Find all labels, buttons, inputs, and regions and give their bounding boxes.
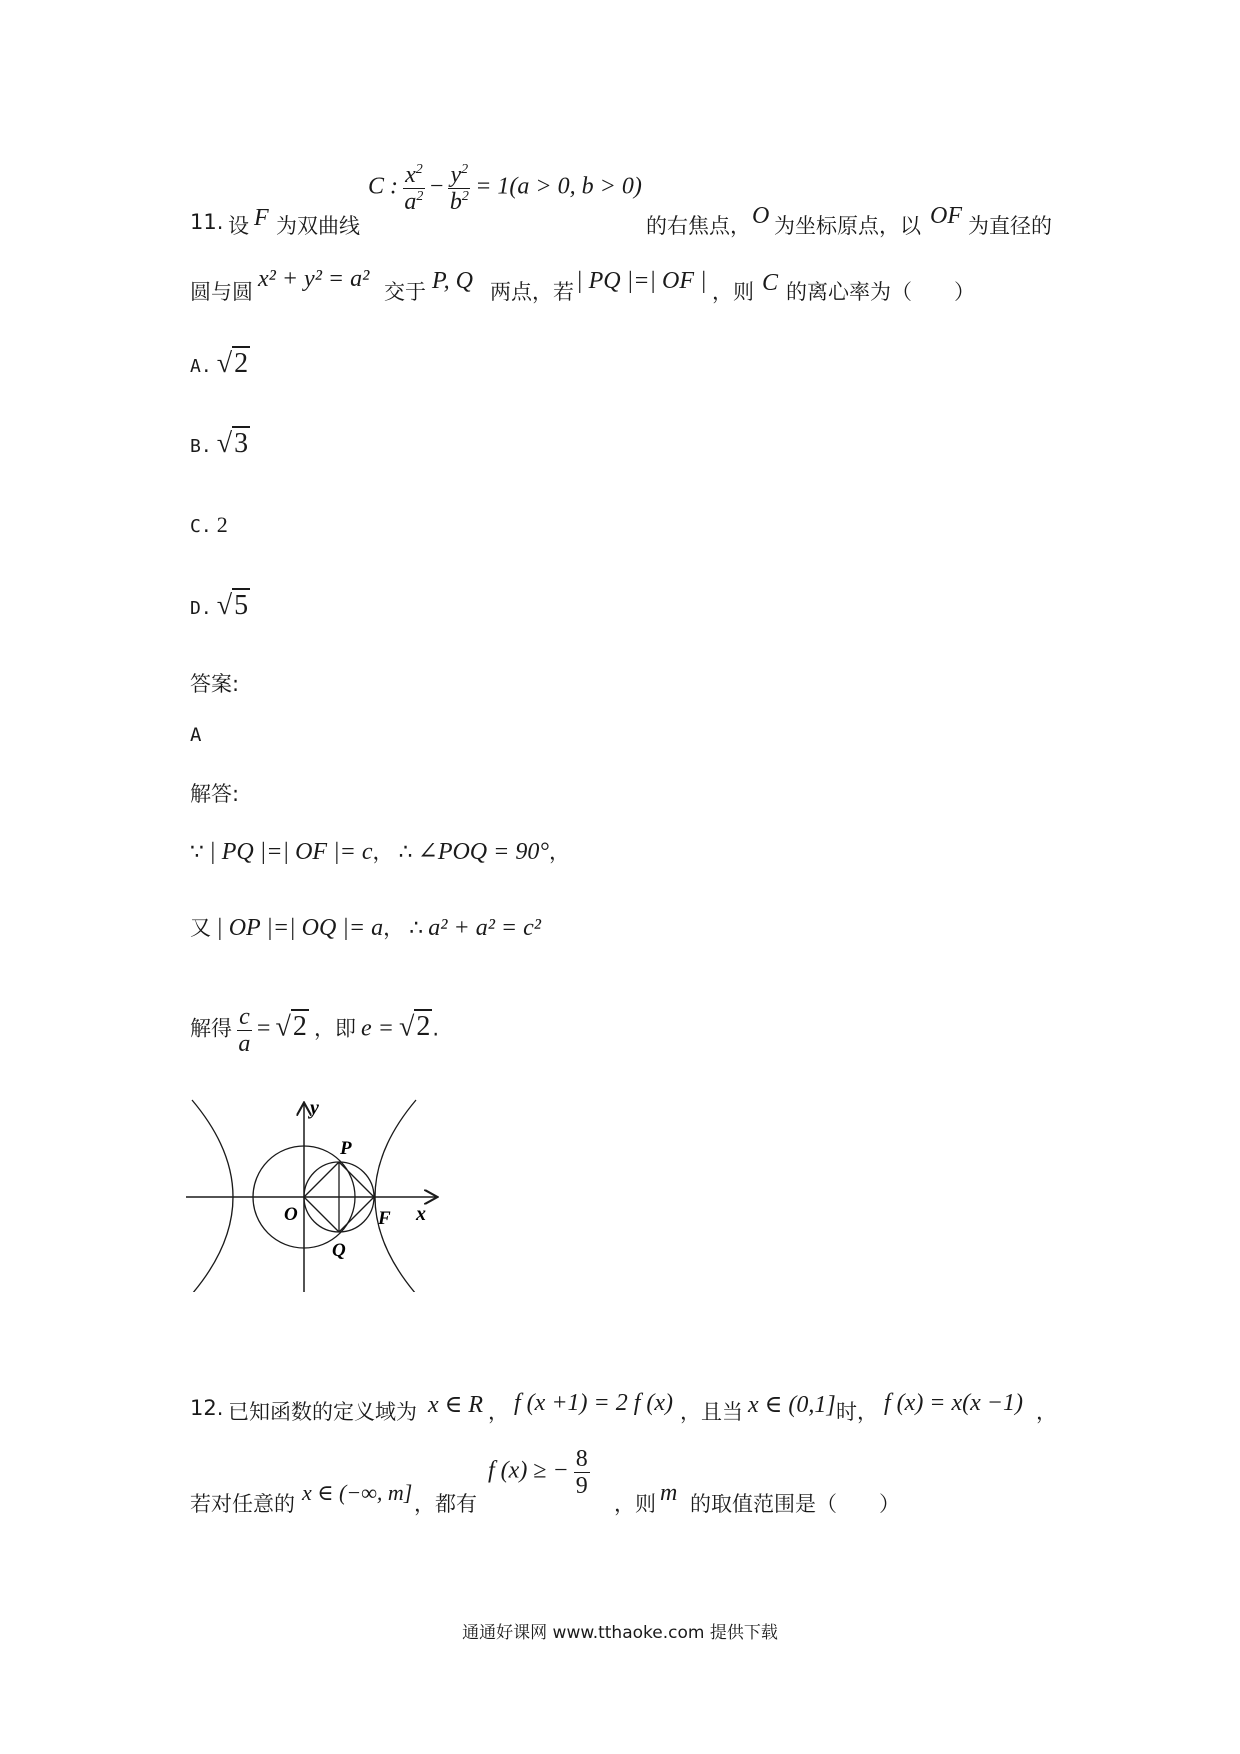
q12-definition: f (x) = x(x −1) <box>884 1390 1023 1416</box>
q12-text-4: 若对任意的 <box>190 1492 295 1516</box>
q12-range: x ∈ (−∞, m] <box>302 1480 413 1505</box>
q12-domain: x ∈ R <box>428 1392 484 1418</box>
option-b <box>190 428 250 460</box>
q11-text-7: 交于 <box>384 280 426 304</box>
q12-comma-2: ， <box>1036 1400 1057 1424</box>
solution-label: 解答: <box>190 782 240 806</box>
q12-interval: x ∈ (0,1] <box>748 1392 836 1418</box>
hyperbola-equation: C : $\frac{x^2}{a^2}$ − $\frac{y^2}{b^2}$ = 1(a > 0, b > 0) <box>368 162 642 216</box>
option-c-value: 2 <box>216 512 228 537</box>
eq-C: C : <box>368 173 398 200</box>
answer-value: A <box>190 724 202 746</box>
q11-circle-eq: x² + y² = a² <box>258 266 370 292</box>
q11-text-5: 为直径的 <box>968 214 1052 238</box>
q12-number: 12. <box>190 1396 224 1420</box>
label-P: P <box>340 1138 352 1159</box>
q11-condition: | PQ |=| OF | <box>576 268 707 294</box>
option-d-value: √5 <box>216 590 249 621</box>
option-b-value: √3 <box>216 428 249 459</box>
q11-text-4: 为坐标原点，以 <box>774 214 921 238</box>
q11-var-F: F <box>254 205 269 231</box>
option-a-value: √2 <box>216 348 249 379</box>
frac-c-a: $\frac{c}{a}$ <box>238 1004 251 1058</box>
q12-text-2: ，且当 <box>680 1400 743 1424</box>
option-d <box>190 590 250 622</box>
hyperbola-right-branch <box>375 1100 416 1292</box>
q11-number: 11. <box>190 210 224 234</box>
q11-var-C: C <box>762 270 779 296</box>
label-y: y <box>310 1098 319 1119</box>
frac-x2-a2: $\frac{x^2}{a^2}$ <box>404 162 424 216</box>
option-c <box>190 512 228 538</box>
solution-line-3: 解得 $\frac{c}{a}$ = √2 ，即 e = √2. <box>190 1004 440 1058</box>
option-a-label: A. <box>190 356 212 377</box>
answer-label: 答案: <box>190 672 240 696</box>
q11-text-9: ，则 <box>712 280 754 304</box>
label-x: x <box>416 1203 426 1225</box>
q12-functional-eq: f (x +1) = 2 f (x) <box>514 1390 673 1416</box>
solution-line-1: ∵ | PQ |=| OF |= c， ∴ ∠POQ = 90°， <box>190 839 570 865</box>
q12-inequality: f (x) ≥ − $\frac{8}{9}$ <box>488 1446 588 1500</box>
q11-text-2: 为双曲线 <box>276 214 360 238</box>
frac-y2-b2: $\frac{y^2}{b^2}$ <box>449 162 469 216</box>
q11-text-10: 的离心率为（ ） <box>786 280 975 304</box>
q11-var-OF: OF <box>930 203 962 229</box>
option-c-label: C. <box>190 516 212 537</box>
q11-text-8: 两点，若 <box>490 280 574 304</box>
label-Q: Q <box>332 1240 346 1261</box>
q12-text-6: ，则 <box>614 1492 656 1516</box>
option-a <box>190 348 250 380</box>
q11-text-1: 设 <box>228 214 249 238</box>
q11-text-3: 的右焦点， <box>646 214 751 238</box>
label-F: F <box>378 1208 391 1229</box>
option-b-label: B. <box>190 436 212 457</box>
q12-text-5: ，都有 <box>414 1492 477 1516</box>
frac-8-9: $\frac{8}{9}$ <box>575 1446 588 1500</box>
hyperbola-circle-figure <box>186 1098 446 1292</box>
label-O: O <box>284 1204 298 1225</box>
q11-text-6: 圆与圆 <box>190 280 253 304</box>
hyperbola-left-branch <box>192 1100 233 1292</box>
q12-text-3: 时， <box>836 1400 878 1424</box>
q11-var-O: O <box>752 203 770 229</box>
page-footer: 通通好课网 www.tthaoke.com 提供下载 <box>462 1623 778 1643</box>
q12-text-7: 的取值范围是（ ） <box>690 1492 900 1516</box>
option-d-label: D. <box>190 598 212 619</box>
q12-text-1: 已知函数的定义域为 <box>228 1400 417 1424</box>
solution-line-2: 又 | OP |=| OQ |= a， ∴ a² + a² = c² <box>190 915 541 941</box>
q12-comma-1: ， <box>488 1400 509 1424</box>
q12-var-m: m <box>660 1480 678 1506</box>
q11-PQ: P, Q <box>432 268 473 294</box>
